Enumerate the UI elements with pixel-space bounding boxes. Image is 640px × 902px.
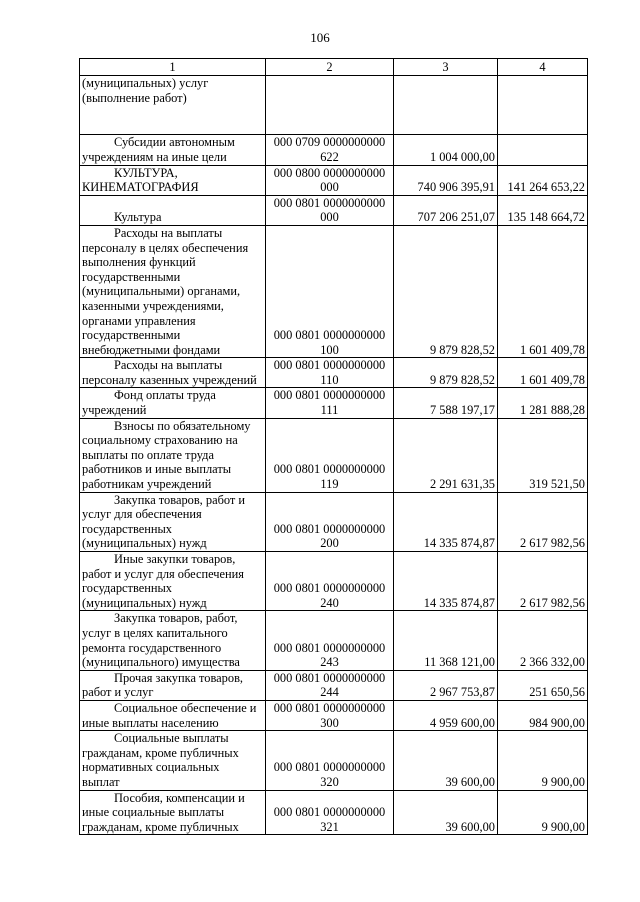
item-name-cell (80, 76, 266, 135)
code-line: 000 0709 0000000000 (273, 135, 386, 150)
item-name-line: выплат (82, 774, 120, 789)
amount-col3-cell: 11 368 121,00 (394, 611, 498, 670)
item-name-line: Культура (114, 210, 162, 225)
item-name-line: КУЛЬТУРА, (114, 165, 178, 180)
table-row (80, 76, 588, 135)
classification-code-cell (266, 700, 394, 730)
code-line: 119 (320, 477, 339, 492)
item-name-line: персоналу казенных учреждений (82, 372, 257, 387)
code-line: 000 0801 0000000000 (273, 195, 386, 210)
table-header-row (80, 59, 588, 76)
amount-col4-cell: 1 601 409,78 (498, 225, 588, 357)
item-name-line: услуг для обеспечения (82, 507, 202, 522)
classification-code-cell (266, 790, 394, 835)
amount-col3-cell: 39 600,00 (394, 731, 498, 790)
code-line: 000 0801 0000000000 (273, 805, 386, 820)
item-name-line: Расходы на выплаты (114, 225, 223, 240)
amount-col3-cell (394, 76, 498, 135)
amount-col4-cell: 2 366 332,00 (498, 611, 588, 670)
classification-code-cell (266, 195, 394, 225)
table-row (80, 552, 588, 611)
item-name-line: гражданам, кроме публичных (82, 819, 239, 834)
amount-col3-cell: 2 967 753,87 (394, 670, 498, 700)
column-header-2: 2 (266, 59, 394, 76)
item-name-line: казенными учреждениями, (82, 298, 224, 313)
code-line: 000 0801 0000000000 (273, 388, 386, 403)
code-line: 000 0801 0000000000 (273, 581, 386, 596)
item-name-line: Фонд оплаты труда (114, 388, 216, 403)
item-name-cell (80, 358, 266, 388)
table-row (80, 790, 588, 835)
amount-col4-cell: 1 601 409,78 (498, 358, 588, 388)
amount-col3-cell: 9 879 828,52 (394, 358, 498, 388)
table-row (80, 611, 588, 670)
item-name-cell (80, 195, 266, 225)
item-name-line: иные выплаты населению (82, 715, 219, 730)
page-number: 106 (310, 30, 330, 45)
table-row (80, 731, 588, 790)
item-name-line: работников и иные выплаты (82, 462, 232, 477)
item-name-line: государственных (82, 521, 173, 536)
item-name-cell (80, 790, 266, 835)
table-row (80, 165, 588, 195)
item-name-line: Прочая закупка товаров, (114, 670, 244, 685)
item-name-line: (муниципальных) нужд (82, 536, 207, 551)
item-name-cell (80, 135, 266, 165)
code-line: 100 (320, 342, 339, 357)
item-name-cell (80, 611, 266, 670)
item-name-line: услуг в целях капитального (82, 625, 228, 640)
classification-code-cell (266, 165, 394, 195)
amount-col4-cell: 9 900,00 (498, 731, 588, 790)
blank-line (82, 105, 263, 120)
code-line: 000 (320, 210, 339, 225)
amount-col4-cell: 984 900,00 (498, 700, 588, 730)
amount-col3-cell: 9 879 828,52 (394, 225, 498, 357)
amount-col3-cell: 707 206 251,07 (394, 195, 498, 225)
code-line: 240 (320, 595, 339, 610)
amount-col3-cell: 1 004 000,00 (394, 135, 498, 165)
item-name-cell (80, 670, 266, 700)
code-line: 200 (320, 536, 339, 551)
item-name-cell (80, 731, 266, 790)
table-row (80, 135, 588, 165)
item-name-line: учреждений (82, 403, 147, 418)
item-name-line: Расходы на выплаты (114, 358, 223, 373)
item-name-line: Закупка товаров, работ, (114, 611, 238, 626)
item-name-line: (выполнение работ) (82, 90, 187, 105)
code-line: 000 0801 0000000000 (273, 358, 386, 373)
classification-code-cell (266, 492, 394, 551)
item-name-cell (80, 552, 266, 611)
amount-col4-cell: 9 900,00 (498, 790, 588, 835)
item-name-cell (80, 388, 266, 418)
item-name-line: государственными (82, 328, 181, 343)
item-name-line: внебюджетными фондами (82, 342, 221, 357)
item-name-line: (муниципальных) услуг (82, 76, 209, 90)
amount-col3-cell: 14 335 874,87 (394, 492, 498, 551)
item-name-line: социальному страхованию на (82, 433, 238, 448)
code-line: 000 0801 0000000000 (273, 462, 386, 477)
amount-col4-cell: 319 521,50 (498, 418, 588, 492)
item-name-cell (80, 700, 266, 730)
item-name-cell (80, 492, 266, 551)
table-row (80, 195, 588, 225)
table-row (80, 388, 588, 418)
item-name-cell (80, 418, 266, 492)
item-name-line: иные социальные выплаты (82, 805, 225, 820)
code-line: 000 0801 0000000000 (273, 670, 386, 685)
code-line: 000 0800 0000000000 (273, 165, 386, 180)
amount-col3-cell: 7 588 197,17 (394, 388, 498, 418)
amount-col4-cell: 1 281 888,28 (498, 388, 588, 418)
item-name-cell (80, 225, 266, 357)
item-name-line: нормативных социальных (82, 760, 220, 775)
classification-code-cell (266, 135, 394, 165)
classification-code-cell (266, 552, 394, 611)
amount-col3-cell: 39 600,00 (394, 790, 498, 835)
code-line: 000 (320, 180, 339, 195)
item-name-line: государственных (82, 581, 173, 596)
budget-table (79, 58, 588, 835)
amount-col3-cell: 14 335 874,87 (394, 552, 498, 611)
item-name-line: (муниципального) имущества (82, 655, 240, 670)
table-row (80, 418, 588, 492)
amount-col4-cell: 141 264 653,22 (498, 165, 588, 195)
amount-col4-cell: 2 617 982,56 (498, 552, 588, 611)
code-line: 300 (320, 715, 339, 730)
item-name-line: государственными (82, 269, 181, 284)
item-name-line: Пособия, компенсации и (114, 790, 245, 805)
item-name-line: (муниципальными) органами, (82, 284, 241, 299)
item-name-line: Субсидии автономным (114, 135, 235, 150)
item-name-line: гражданам, кроме публичных (82, 745, 239, 760)
classification-code-cell (266, 418, 394, 492)
amount-col3-cell: 2 291 631,35 (394, 418, 498, 492)
classification-code-cell (266, 76, 394, 135)
item-name-line: Закупка товаров, работ и (114, 492, 246, 507)
column-header-1: 1 (80, 59, 266, 76)
table-row (80, 492, 588, 551)
classification-code-cell (266, 225, 394, 357)
item-name-line: выполнения функций (82, 255, 196, 270)
item-name-cell (80, 165, 266, 195)
table-row (80, 225, 588, 357)
classification-code-cell (266, 670, 394, 700)
item-name-line: работ и услуг (82, 685, 154, 700)
classification-code-cell (266, 611, 394, 670)
code-line: 000 0801 0000000000 (273, 640, 386, 655)
blank-line (82, 120, 263, 135)
code-line: 000 0801 0000000000 (273, 700, 386, 715)
column-header-3: 3 (394, 59, 498, 76)
item-name-line: выплаты по оплате труда (82, 447, 214, 462)
amount-col4-cell: 251 650,56 (498, 670, 588, 700)
item-name-line: органами управления (82, 313, 196, 328)
code-line: 243 (320, 655, 339, 670)
table-row (80, 358, 588, 388)
item-name-line: КИНЕМАТОГРАФИЯ (82, 180, 199, 195)
column-header-4: 4 (498, 59, 588, 76)
classification-code-cell (266, 388, 394, 418)
amount-col4-cell (498, 135, 588, 165)
amount-col4-cell: 2 617 982,56 (498, 492, 588, 551)
amount-col3-cell: 740 906 395,91 (394, 165, 498, 195)
item-name-line: Иные закупки товаров, (114, 552, 236, 566)
table-row (80, 670, 588, 700)
item-name-line: персоналу в целях обеспечения (82, 240, 249, 255)
item-name-line: учреждениям на иные цели (82, 149, 227, 164)
item-name-line: ремонта государственного (82, 640, 222, 655)
code-line: 000 0801 0000000000 (273, 328, 386, 343)
code-line: 321 (320, 819, 339, 834)
item-name-line: работникам учреждений (82, 477, 212, 492)
code-line: 111 (320, 403, 339, 418)
code-line: 244 (320, 685, 339, 700)
item-name-line: (муниципальных) нужд (82, 595, 207, 610)
amount-col4-cell: 135 148 664,72 (498, 195, 588, 225)
item-name-line: Социальное обеспечение и (114, 700, 257, 715)
item-name-line: Социальные выплаты (114, 731, 229, 746)
amount-col4-cell (498, 76, 588, 135)
classification-code-cell (266, 358, 394, 388)
item-name-line: работ и услуг для обеспечения (82, 566, 244, 581)
code-line: 000 0801 0000000000 (273, 521, 386, 536)
table-row (80, 700, 588, 730)
classification-code-cell (266, 731, 394, 790)
amount-col3-cell: 4 959 600,00 (394, 700, 498, 730)
code-line: 000 0801 0000000000 (273, 760, 386, 775)
code-line: 320 (320, 774, 339, 789)
code-line: 110 (320, 372, 339, 387)
item-name-line: Взносы по обязательному (114, 418, 251, 433)
code-line: 622 (320, 149, 339, 164)
